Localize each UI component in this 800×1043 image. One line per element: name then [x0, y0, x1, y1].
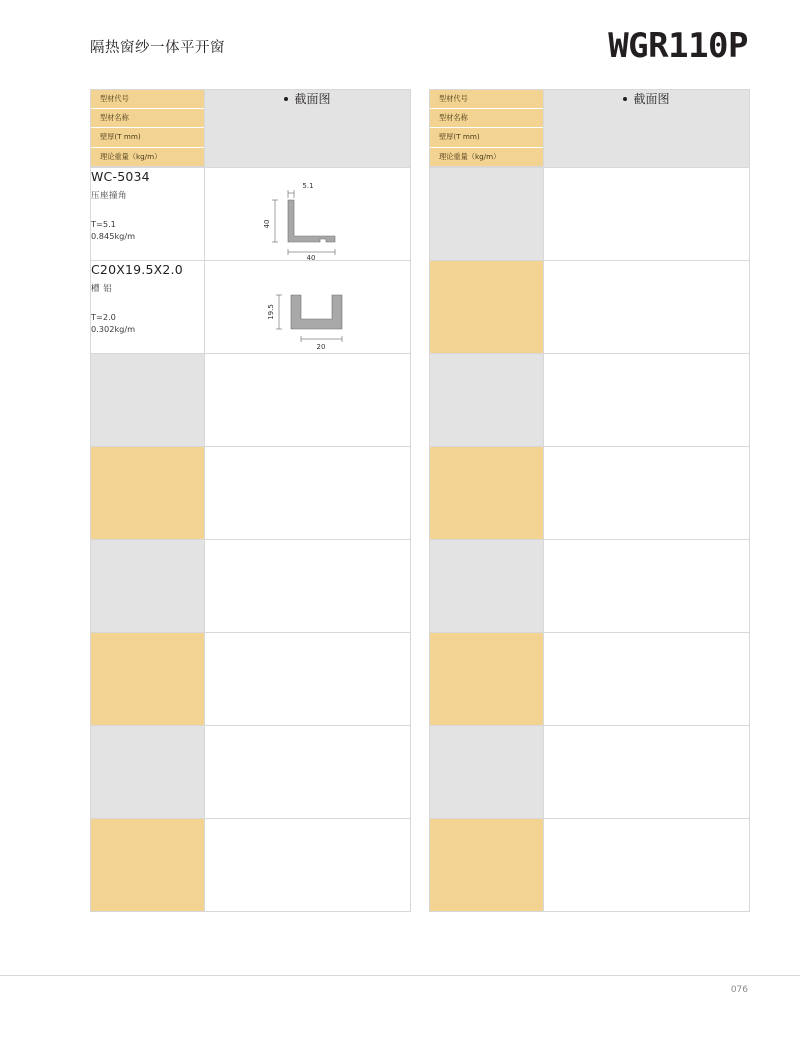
- profile-info-cell: [91, 632, 205, 725]
- profile-info-cell: [91, 539, 205, 632]
- profile-drawing-cell: [544, 725, 750, 818]
- table-header-row: [91, 90, 411, 168]
- table-row: [430, 632, 750, 725]
- dim-top: 5.1: [302, 181, 314, 190]
- header-drawing-cell: [205, 90, 411, 168]
- series-code: WGR110P: [608, 26, 748, 66]
- profile-table: [429, 89, 750, 912]
- profile-drawing-cell: [544, 353, 750, 446]
- profile-info-cell: [430, 353, 544, 446]
- table-row: [91, 446, 411, 539]
- profile-drawing-cell: [205, 446, 411, 539]
- profile-info-cell: [430, 632, 544, 725]
- profile-code: C20X19.5X2.0: [91, 261, 183, 277]
- header-label-weight: 理论重量（kg/m）: [430, 148, 543, 167]
- table-row: [430, 539, 750, 632]
- header-label-name: 型材名称: [430, 109, 543, 128]
- header-label-thickness: 壁厚(T mm): [430, 128, 543, 147]
- profile-table: [90, 89, 411, 912]
- table-row: [430, 167, 750, 260]
- profile-info-cell: [430, 818, 544, 911]
- table-row: [430, 260, 750, 353]
- table-row: [430, 818, 750, 911]
- profile-info-cell: [91, 818, 205, 911]
- table-row: [91, 725, 411, 818]
- table-row: [91, 818, 411, 911]
- header-label-drawing: 截面图: [294, 92, 331, 106]
- dim-left: 19.5: [267, 303, 275, 320]
- profile-drawing-cell: [205, 818, 411, 911]
- page-number: 076: [730, 985, 748, 995]
- profile-info-cell: [430, 167, 544, 260]
- profile-info-cell: [91, 353, 205, 446]
- profile-drawing-cell: [205, 725, 411, 818]
- header-label-code: 型材代号: [91, 90, 204, 109]
- profile-drawing-cell: [544, 632, 750, 725]
- header-label-drawing: 截面图: [633, 92, 670, 106]
- table-row: [430, 446, 750, 539]
- table-row: [430, 353, 750, 446]
- table-header-row: [430, 90, 750, 168]
- dim-bottom: 40: [306, 253, 316, 260]
- profile-code: WC-5034: [91, 168, 150, 184]
- angle-profile-drawing: [205, 168, 411, 260]
- profile-thickness: T=2.0: [91, 312, 116, 323]
- profile-name: 压座撞角: [91, 190, 128, 201]
- profile-drawing-cell: [544, 818, 750, 911]
- profile-table-right: [429, 89, 750, 912]
- profile-drawing-cell: [205, 260, 411, 353]
- profile-drawing-cell: [205, 539, 411, 632]
- profile-name: 槽 铝: [91, 283, 113, 294]
- profile-info-cell: [430, 446, 544, 539]
- table-row: [91, 167, 411, 260]
- profile-drawing-cell: [205, 632, 411, 725]
- bullet-icon: [623, 97, 627, 101]
- footer-divider: [0, 975, 800, 976]
- table-row: [91, 353, 411, 446]
- table-row: [91, 539, 411, 632]
- profile-info-cell: [430, 260, 544, 353]
- profile-weight: 0.302kg/m: [91, 324, 136, 335]
- page-title: 隔热窗纱一体平开窗: [90, 40, 225, 56]
- bullet-icon: [284, 97, 288, 101]
- profile-info-cell: [430, 539, 544, 632]
- dim-left: 40: [263, 219, 271, 229]
- table-row: [91, 632, 411, 725]
- profile-info-cell: [91, 260, 205, 353]
- profile-drawing-cell: [544, 260, 750, 353]
- profile-info-cell: [430, 725, 544, 818]
- channel-profile-drawing: [205, 261, 411, 353]
- profile-info-cell: [91, 446, 205, 539]
- page-header: [0, 0, 800, 78]
- profile-drawing-cell: [205, 167, 411, 260]
- profile-table-left: [90, 89, 411, 912]
- table-row: [430, 725, 750, 818]
- header-label-name: 型材名称: [91, 109, 204, 128]
- header-label-code: 型材代号: [430, 90, 543, 109]
- profile-drawing-cell: [205, 353, 411, 446]
- header-label-weight: 理论重量（kg/m）: [91, 148, 204, 167]
- profile-drawing-cell: [544, 446, 750, 539]
- profile-drawing-cell: [544, 167, 750, 260]
- table-row: [91, 260, 411, 353]
- profile-info-cell: [91, 725, 205, 818]
- profile-thickness: T=5.1: [91, 219, 116, 230]
- header-label-thickness: 壁厚(T mm): [91, 128, 204, 147]
- header-drawing-cell: [544, 90, 750, 168]
- profile-drawing-cell: [544, 539, 750, 632]
- profile-weight: 0.845kg/m: [91, 231, 136, 242]
- dim-bottom: 20: [316, 342, 326, 351]
- profile-info-cell: [91, 167, 205, 260]
